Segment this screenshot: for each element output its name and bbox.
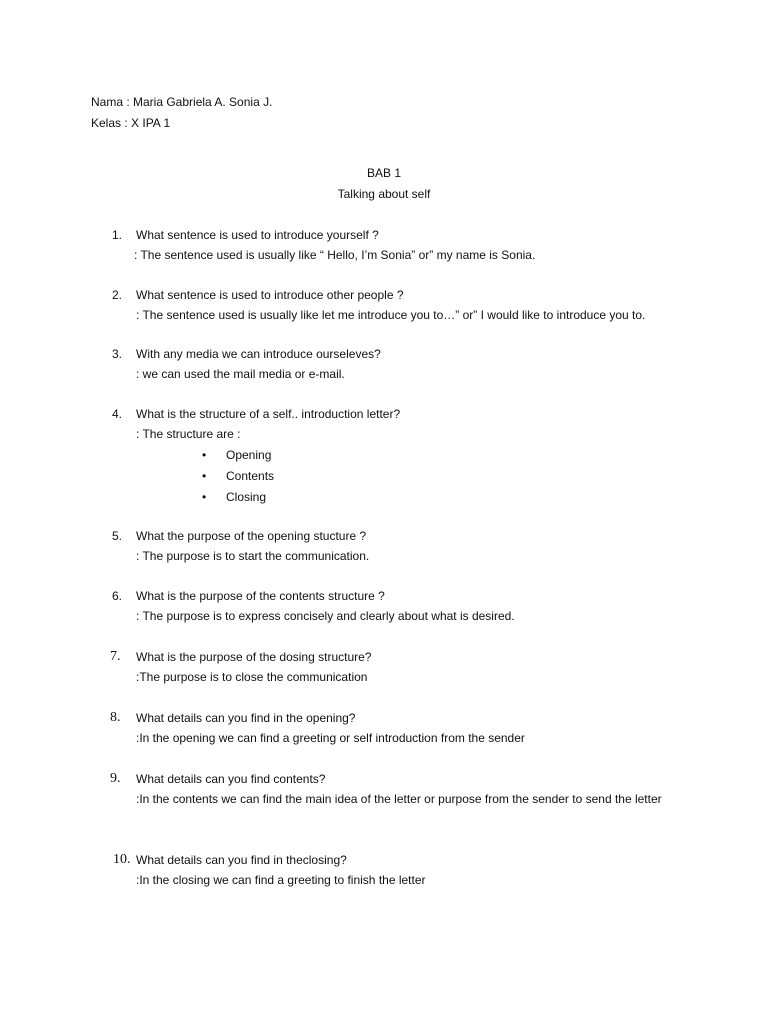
question-text: What details can you find contents? [136, 772, 326, 786]
question-number: 3. [112, 347, 123, 361]
question-text: What details can you find in the opening? [136, 711, 356, 725]
answer-text: :In the contents we can find the main idea of the letter or purpose from the sender to send the letter [136, 792, 662, 806]
question-number: 6. [112, 589, 123, 603]
answer-text: :The purpose is to close the communication [136, 670, 368, 684]
student-header [91, 92, 272, 134]
bullet-icon: • [202, 448, 207, 462]
answer-text: : The sentence used is usually like let me introduce you to…” or” I would like to introduce you to. [136, 308, 646, 322]
question-text: What the purpose of the opening stucture ? [136, 529, 367, 543]
student-class: Kelas : X IPA 1 [91, 116, 171, 130]
chapter-subtitle: Talking about self [337, 187, 431, 201]
answer-text: :In the closing we can find a greeting to finish the letter [136, 873, 426, 887]
question-number: 1. [112, 228, 123, 242]
question-text: What sentence is used to introduce yourself ? [136, 228, 379, 242]
answer-text: : The structure are : [136, 427, 241, 441]
question-text: What is the purpose of the dosing structure? [136, 650, 372, 664]
question-number: 5. [112, 529, 123, 543]
question-number: 9. [110, 771, 121, 786]
bullet-icon: • [202, 490, 207, 504]
question-text: What is the structure of a self.. introduction letter? [136, 407, 401, 421]
answer-text: : The purpose is to express concisely and clearly about what is desired. [136, 609, 515, 623]
question-text: What details can you find in theclosing? [136, 853, 347, 867]
list-item-label: Closing [226, 490, 267, 504]
question-text: With any media we can introduce ourseleves? [136, 347, 381, 361]
list-item [0, 466, 768, 487]
question-number: 7. [110, 649, 121, 664]
question-number: 2. [112, 288, 123, 302]
list-item [0, 445, 768, 466]
answer-text: : The purpose is to start the communication. [136, 549, 370, 563]
list-item [0, 487, 768, 508]
question-text: What sentence is used to introduce other people ? [136, 288, 404, 302]
question-number: 4. [112, 407, 123, 421]
question-number: 10. [113, 852, 131, 867]
answer-text: :In the opening we can find a greeting or self introduction from the sender [136, 731, 525, 745]
question-text: What is the purpose of the contents structure ? [136, 589, 385, 603]
list-item-label: Opening [226, 448, 272, 462]
list-item-label: Contents [226, 469, 275, 483]
answer-text: : we can used the mail media or e-mail. [136, 367, 345, 381]
bullet-icon: • [202, 469, 207, 483]
student-name: Nama : Maria Gabriela A. Sonia J. [91, 95, 273, 109]
answer-text: : The sentence used is usually like “ Hello, I’m Sonia” or” my name is Sonia. [134, 248, 536, 262]
chapter-title: BAB 1 [366, 166, 402, 180]
question-number: 8. [110, 710, 121, 725]
